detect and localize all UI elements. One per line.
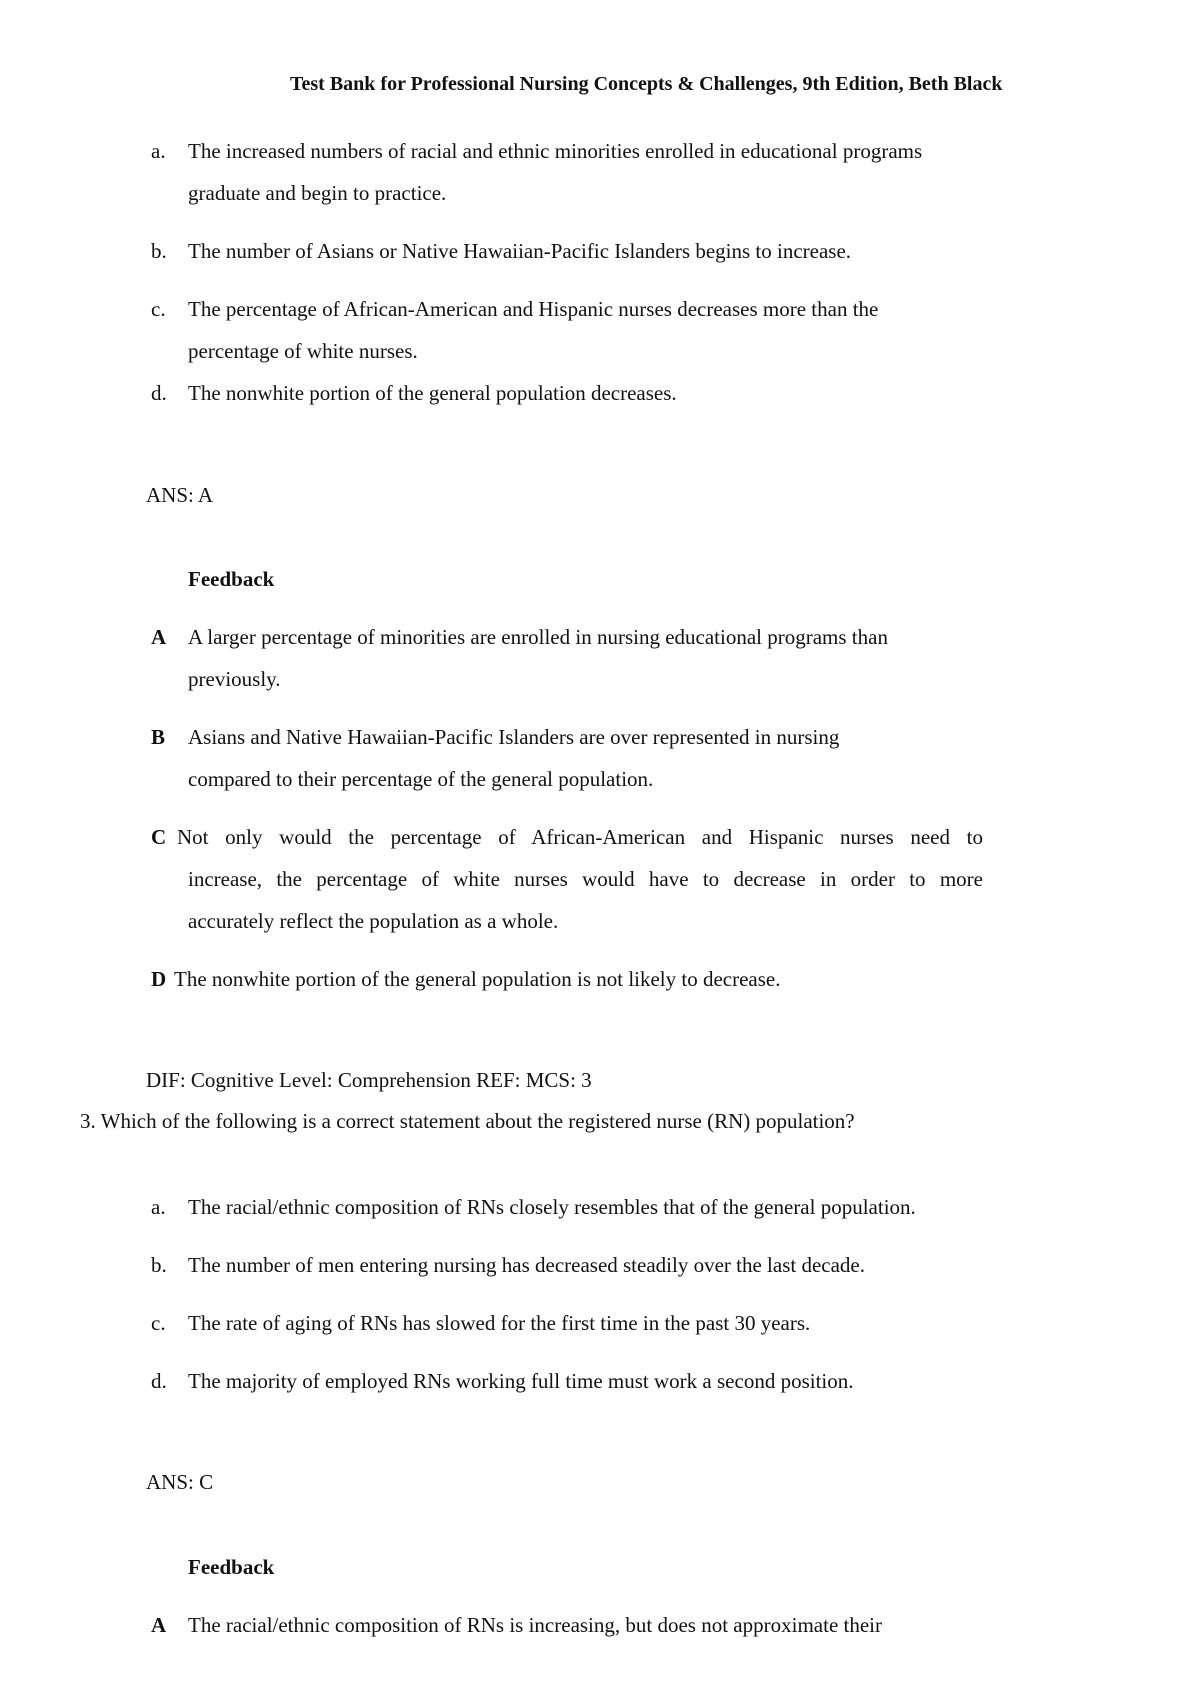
option-letter: c.: [151, 297, 166, 321]
feedback-text-line: The nonwhite portion of the general population is not likely to decrease.: [174, 967, 781, 991]
feedback-text-line: The racial/ethnic composition of RNs is increasing, but does not approximate their: [188, 1613, 882, 1637]
feedback-text-line: previously.: [188, 667, 281, 691]
q2-feedback-heading: Feedback: [188, 567, 275, 591]
feedback-letter: A: [151, 1613, 167, 1637]
feedback-text-line: A larger percentage of minorities are enrolled in nursing educational programs than: [188, 625, 888, 649]
option-letter: a.: [151, 1195, 166, 1219]
q2-answer: ANS: A: [146, 483, 214, 507]
feedback-letter: C: [151, 825, 167, 849]
q2-meta: DIF: Cognitive Level: Comprehension REF: MCS: 3: [146, 1068, 592, 1092]
option-text-line: The percentage of African-American and Hispanic nurses decreases more than the: [188, 297, 879, 321]
feedback-text-line: increase, the percentage of white nurses would have to decrease in order to more: [188, 867, 983, 891]
option-text-line: The nonwhite portion of the general population decreases.: [188, 381, 677, 405]
option-text-line: graduate and begin to practice.: [188, 181, 447, 205]
feedback-letter: D: [151, 967, 167, 991]
q3-question: 3. Which of the following is a correct statement about the registered nurse (RN) population?: [80, 1109, 855, 1133]
feedback-text-line: accurately reflect the population as a whole.: [188, 909, 559, 933]
option-text-line: The racial/ethnic composition of RNs closely resembles that of the general population.: [188, 1195, 916, 1219]
option-letter: d.: [151, 381, 167, 405]
option-text-line: The increased numbers of racial and ethnic minorities enrolled in educational programs: [188, 139, 923, 163]
option-letter: b.: [151, 1253, 167, 1277]
option-letter: d.: [151, 1369, 167, 1393]
option-text-line: The majority of employed RNs working full time must work a second position.: [188, 1369, 854, 1393]
option-text-line: percentage of white nurses.: [188, 339, 418, 363]
feedback-text-line: Asians and Native Hawaiian-Pacific Islanders are over represented in nursing: [188, 725, 840, 749]
option-text-line: The number of men entering nursing has decreased steadily over the last decade.: [188, 1253, 865, 1277]
feedback-text-line: compared to their percentage of the general population.: [188, 767, 654, 791]
page-header-title: Test Bank for Professional Nursing Concepts & Challenges, 9th Edition, Beth Black: [290, 73, 1003, 95]
feedback-text-line: Not only would the percentage of African-American and Hispanic nurses need to: [177, 825, 983, 849]
q3-answer: ANS: C: [146, 1470, 214, 1494]
option-letter: b.: [151, 239, 167, 263]
q3-feedback-heading: Feedback: [188, 1555, 275, 1579]
option-text-line: The rate of aging of RNs has slowed for the first time in the past 30 years.: [188, 1311, 811, 1335]
feedback-letter: A: [151, 625, 167, 649]
feedback-letter: B: [151, 725, 166, 749]
option-letter: a.: [151, 139, 166, 163]
option-text-line: The number of Asians or Native Hawaiian-Pacific Islanders begins to increase.: [188, 239, 852, 263]
option-letter: c.: [151, 1311, 166, 1335]
